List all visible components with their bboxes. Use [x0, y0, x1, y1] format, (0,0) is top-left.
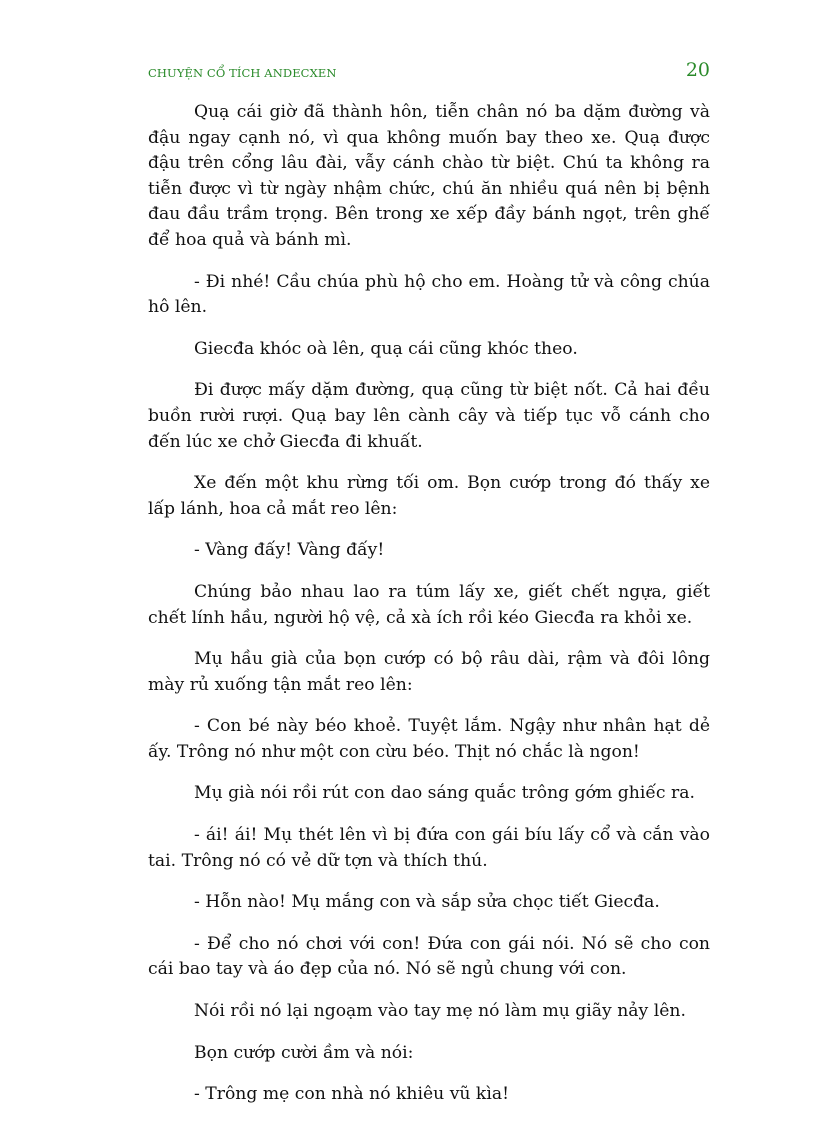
- paragraph: - Hỗn nào! Mụ mắng con và sắp sửa chọc tiết Giecđa.: [194, 892, 660, 913]
- page-body: [148, 100, 710, 1124]
- paragraph: - Đi nhé! Cầu chúa phù hộ cho em. Hoàng tử và công chúa hô lên.: [148, 271, 710, 318]
- paragraph: Bọn cướp cười ầm và nói:: [194, 1042, 414, 1063]
- paragraph: Xe đến một khu rừng tối om. Bọn cướp trong đó thấy xe lấp lánh, hoa cả mắt reo lên:: [148, 473, 710, 519]
- paragraph: Mụ già nói rồi rút con dao sáng quắc trông gớm ghiếc ra.: [194, 783, 695, 804]
- book-title: CHUYỆN CỔ TÍCH ANDECXEN: [148, 66, 337, 80]
- paragraph: Mụ hầu già của bọn cướp có bộ râu dài, rậm và đôi lông mày rủ xuống tận mắt reo lên:: [148, 649, 710, 695]
- page-number: 20: [685, 59, 710, 81]
- page-header: [148, 60, 710, 84]
- paragraph: Giecđa khóc oà lên, quạ cái cũng khóc theo.: [194, 338, 578, 359]
- paragraph: Chúng bảo nhau lao ra túm lấy xe, giết chết ngựa, giết chết lính hầu, người hộ vệ, cả xà ích rồi kéo Giecđa ra khỏi xe.: [148, 581, 710, 628]
- paragraph: - Để cho nó chơi với con! Đứa con gái nói. Nó sẽ cho con cái bao tay và áo đẹp của nó. Nó sẽ ngủ chung với con.: [148, 933, 710, 980]
- paragraph: Quạ cái giờ đã thành hôn, tiễn chân nó ba dặm đường và đậu ngay cạnh nó, vì qua không muốn bay theo xe. Quạ được đậu trên cổng lâu đài, vẫy cánh chào từ biệt. Chú ta không ra tiễn được vì từ ngày nhậm chức, chú ăn nhiều quá nên bị bệnh đau đầu trầm trọng. Bên trong xe xếp đầy bánh ngọt, trên ghế để hoa quả và bánh mì.: [148, 102, 710, 250]
- paragraph: - ái! ái! Mụ thét lên vì bị đứa con gái bíu lấy cổ và cắn vào tai. Trông nó có vẻ dữ tợn và thích thú.: [148, 825, 710, 871]
- paragraph: Nói rồi nó lại ngoạm vào tay mẹ nó làm mụ giãy nảy lên.: [194, 1001, 686, 1022]
- paragraph: Đi được mấy dặm đường, quạ cũng từ biệt nốt. Cả hai đều buồn rười rượi. Quạ bay lên cành cây và tiếp tục vỗ cánh cho đến lúc xe chở Giecđa đi khuất.: [148, 380, 710, 452]
- paragraph: - Con bé này béo khoẻ. Tuyệt lắm. Ngậy như nhân hạt dẻ ấy. Trông nó như một con cừu béo. Thịt nó chắc là ngon!: [148, 716, 710, 762]
- paragraph: - Trông mẹ con nhà nó khiêu vũ kìa!: [194, 1084, 509, 1105]
- paragraph: - Vàng đấy! Vàng đấy!: [194, 540, 385, 561]
